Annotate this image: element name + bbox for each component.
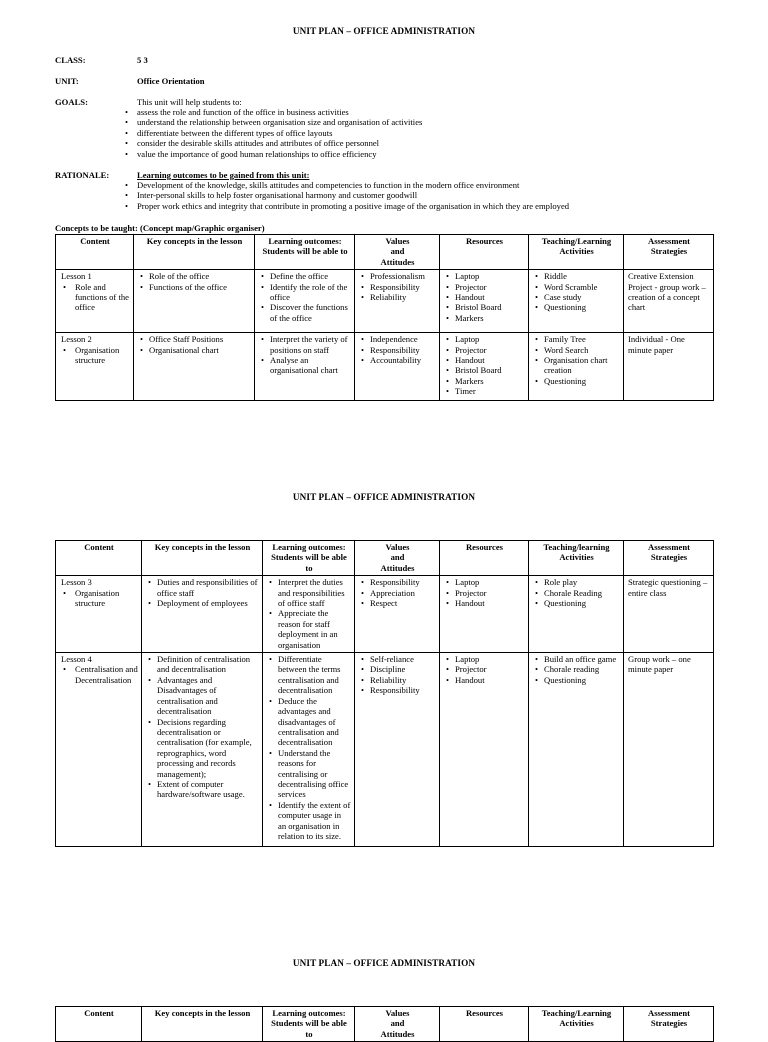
list-item: • Questioning <box>533 376 620 386</box>
list-item: • Questioning <box>533 302 620 312</box>
class-label: CLASS: <box>55 55 86 65</box>
list-item: • Respect <box>359 598 436 608</box>
header-key-concepts: Key concepts in the lesson <box>142 541 263 576</box>
goal-item: • consider the desirable skills attitudes and attributes of office personnel <box>123 138 422 148</box>
list-item: • Chorale Reading <box>533 588 620 598</box>
table-header-row <box>56 235 714 270</box>
list-item: • Definition of centralisation and decentralisation <box>146 654 259 675</box>
list-item: • Interpret the variety of positions on staff <box>259 334 351 355</box>
activities-cell <box>529 576 624 653</box>
list-item: • Questioning <box>533 598 620 608</box>
list-item: • Identify the role of the office <box>259 282 351 303</box>
lesson-label: Lesson 1 <box>61 271 92 282</box>
list-item: • Timer <box>444 386 525 396</box>
header-assessment: Assessment Strategies <box>624 235 714 270</box>
class-value: 5 3 <box>137 55 148 65</box>
content-item: • Centralisation and Decentralisation <box>61 664 138 685</box>
list-item: • Understand the reasons for centralising or decentralising office services <box>267 748 351 800</box>
rationale-item: • Proper work ethics and integrity that contribute in promoting a positive image of the organisation in which they are employed <box>123 201 569 211</box>
lesson-plan-table <box>55 234 714 401</box>
list-item: • Handout <box>444 355 525 365</box>
list-item: • Family Tree <box>533 334 620 344</box>
header-values: Values and Attitudes <box>355 1007 440 1042</box>
list-item: • Handout <box>444 598 525 608</box>
list-item: • Responsibility <box>359 282 436 292</box>
header-activities: Teaching/learning Activities <box>529 541 624 576</box>
list-item: • Appreciate the reason for staff deployment in an organisation <box>267 608 351 650</box>
goals-list <box>123 107 422 159</box>
list-item: • Define the office <box>259 271 351 281</box>
table-row <box>56 653 714 847</box>
page-title: UNIT PLAN – OFFICE ADMINISTRATION <box>292 26 476 36</box>
rationale-item: • Development of the knowledge, skills attitudes and competencies to function in the modern office environment <box>123 180 569 190</box>
values-cell <box>355 653 440 847</box>
content-cell <box>56 333 134 401</box>
content-item: • Organisation structure <box>61 345 130 366</box>
list-item: • Responsibility <box>359 685 436 695</box>
key-concepts-cell <box>134 270 255 333</box>
header-content: Content <box>56 1007 142 1042</box>
assessment-cell: Creative Extension Project - group work – creation of a concept chart <box>624 270 714 333</box>
key-concepts-cell <box>134 333 255 401</box>
key-concepts-cell <box>142 653 263 847</box>
assessment-cell: Strategic questioning – entire class <box>624 576 714 653</box>
header-key-concepts: Key concepts in the lesson <box>142 1007 263 1042</box>
list-item: • Chorale reading <box>533 664 620 674</box>
unit-value: Office Orientation <box>137 76 205 86</box>
resources-cell <box>440 270 529 333</box>
list-item: • Appreciation <box>359 588 436 598</box>
goals-label: GOALS: <box>55 97 88 107</box>
header-values: Values and Attitudes <box>355 541 440 576</box>
lesson-plan-table <box>55 540 714 847</box>
list-item: • Markers <box>444 376 525 386</box>
header-values: Values and Attitudes <box>355 235 440 270</box>
unit-label: UNIT: <box>55 76 79 86</box>
list-item: • Deployment of employees <box>146 598 259 608</box>
list-item: • Responsibility <box>359 345 436 355</box>
table-row <box>56 270 714 333</box>
list-item: • Reliability <box>359 292 436 302</box>
rationale-intro: Learning outcomes to be gained from this unit: <box>137 170 310 180</box>
key-concepts-cell <box>142 576 263 653</box>
resources-cell <box>440 576 529 653</box>
content-cell <box>56 270 134 333</box>
concepts-heading: Concepts to be taught: (Concept map/Graphic organiser) <box>55 223 265 233</box>
list-item: • Role of the office <box>138 271 251 281</box>
list-item: • Decisions regarding decentralisation or centralisation (for example, reprographics, word processing and records management); <box>146 717 259 779</box>
list-item: • Advantages and Disadvantages of centralisation and decentralisation <box>146 675 259 717</box>
values-cell <box>355 270 440 333</box>
list-item: • Laptop <box>444 577 525 587</box>
header-resources: Resources <box>440 1007 529 1042</box>
assessment-cell: Individual - One minute paper <box>624 333 714 401</box>
resources-cell <box>440 653 529 847</box>
list-item: • Projector <box>444 345 525 355</box>
list-item: • Word Search <box>533 345 620 355</box>
list-item: • Identify the extent of computer usage in an organisation in relation to its size. <box>267 800 351 842</box>
rationale-label: RATIONALE: <box>55 170 110 180</box>
rationale-item: • Inter-personal skills to help foster organisational harmony and customer goodwill <box>123 190 569 200</box>
header-learning-outcomes: Learning outcomes: Students will be able to <box>263 1007 355 1042</box>
content-item: • Organisation structure <box>61 588 138 609</box>
list-item: • Extent of computer hardware/software usage. <box>146 779 259 800</box>
list-item: • Organisation chart creation <box>533 355 620 376</box>
list-item: • Interpret the duties and responsibilities of office staff <box>267 577 351 608</box>
page-title: UNIT PLAN – OFFICE ADMINISTRATION <box>292 958 476 968</box>
values-cell <box>355 333 440 401</box>
list-item: • Questioning <box>533 675 620 685</box>
list-item: • Projector <box>444 282 525 292</box>
goal-item: • value the importance of good human relationships to office efficiency <box>123 149 422 159</box>
list-item: • Word Scramble <box>533 282 620 292</box>
list-item: • Duties and responsibilities of office staff <box>146 577 259 598</box>
goals-intro: This unit will help students to: <box>137 97 242 107</box>
content-cell <box>56 653 142 847</box>
activities-cell <box>529 333 624 401</box>
outcomes-cell <box>255 333 355 401</box>
activities-cell <box>529 270 624 333</box>
list-item: • Markers <box>444 313 525 323</box>
list-item: • Case study <box>533 292 620 302</box>
content-item: • Role and functions of the office <box>61 282 130 313</box>
header-content: Content <box>56 235 134 270</box>
outcomes-cell <box>255 270 355 333</box>
list-item: • Role play <box>533 577 620 587</box>
content-cell <box>56 576 142 653</box>
list-item: • Differentiate between the terms centralisation and decentralisation <box>267 654 351 696</box>
header-content: Content <box>56 541 142 576</box>
goal-item: • assess the role and function of the office in business activities <box>123 107 422 117</box>
list-item: • Functions of the office <box>138 282 251 292</box>
header-assessment: Assessment Strategies <box>624 541 714 576</box>
list-item: • Accountability <box>359 355 436 365</box>
values-cell <box>355 576 440 653</box>
table-header-row <box>56 541 714 576</box>
list-item: • Professionalism <box>359 271 436 281</box>
header-key-concepts: Key concepts in the lesson <box>134 235 255 270</box>
list-item: • Projector <box>444 588 525 598</box>
list-item: • Analyse an organisational chart <box>259 355 351 376</box>
list-item: • Office Staff Positions <box>138 334 251 344</box>
list-item: • Bristol Board <box>444 365 525 375</box>
list-item: • Discipline <box>359 664 436 674</box>
table-row <box>56 576 714 653</box>
resources-cell <box>440 333 529 401</box>
lesson-label: Lesson 3 <box>61 577 92 588</box>
list-item: • Laptop <box>444 654 525 664</box>
list-item: • Responsibility <box>359 577 436 587</box>
header-learning-outcomes: Learning outcomes: Students will be able to <box>255 235 355 270</box>
list-item: • Build an office game <box>533 654 620 664</box>
header-learning-outcomes: Learning outcomes: Students will be able to <box>263 541 355 576</box>
header-assessment: Assessment Strategies <box>624 1007 714 1042</box>
list-item: • Reliability <box>359 675 436 685</box>
lesson-label: Lesson 2 <box>61 334 92 345</box>
list-item: • Handout <box>444 292 525 302</box>
list-item: • Riddle <box>533 271 620 281</box>
goal-item: • differentiate between the different types of office layouts <box>123 128 422 138</box>
lesson-plan-table <box>55 1006 714 1042</box>
outcomes-cell <box>263 576 355 653</box>
list-item: • Independence <box>359 334 436 344</box>
header-resources: Resources <box>440 235 529 270</box>
list-item: • Bristol Board <box>444 302 525 312</box>
page-title: UNIT PLAN – OFFICE ADMINISTRATION <box>292 492 476 502</box>
list-item: • Handout <box>444 675 525 685</box>
list-item: • Discover the functions of the office <box>259 302 351 323</box>
list-item: • Projector <box>444 664 525 674</box>
table-row <box>56 333 714 401</box>
rationale-list <box>123 180 569 211</box>
goal-item: • understand the relationship between organisation size and organisation of activities <box>123 117 422 127</box>
lesson-label: Lesson 4 <box>61 654 92 665</box>
table-header-row <box>56 1007 714 1042</box>
outcomes-cell <box>263 653 355 847</box>
header-resources: Resources <box>440 541 529 576</box>
header-activities: Teaching/Learning Activities <box>529 235 624 270</box>
header-activities: Teaching/Learning Activities <box>529 1007 624 1042</box>
activities-cell <box>529 653 624 847</box>
list-item: • Self-reliance <box>359 654 436 664</box>
assessment-cell: Group work – one minute paper <box>624 653 714 847</box>
list-item: • Organisational chart <box>138 345 251 355</box>
list-item: • Laptop <box>444 271 525 281</box>
list-item: • Laptop <box>444 334 525 344</box>
list-item: • Deduce the advantages and disadvantages of centralisation and decentralisation <box>267 696 351 748</box>
